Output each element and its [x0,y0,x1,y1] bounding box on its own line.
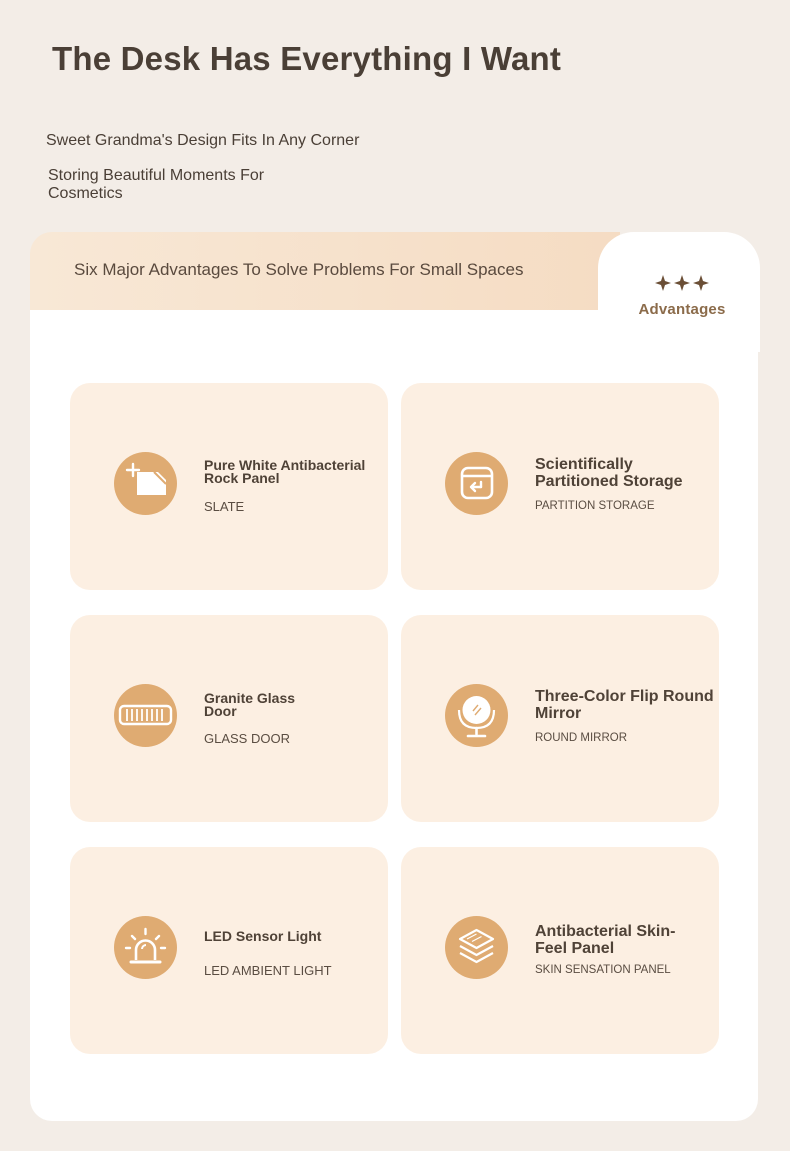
subtitle-storage: Storing Beautiful Moments For Cosmetics [48,167,265,202]
feature-card-rock-panel [70,383,388,590]
feature-title: Three-Color Flip Round Mirror [535,688,714,722]
feature-title: Antibacterial Skin-Feel Panel [535,923,676,957]
page-title: The Desk Has Everything I Want [52,40,562,77]
feature-subtitle: PARTITION STORAGE [535,500,655,512]
feature-title: LED Sensor Light [204,928,322,944]
feature-subtitle: SKIN SENSATION PANEL [535,964,671,976]
layers-icon [445,916,508,979]
feature-card-partition-storage [401,383,719,590]
storage-box-icon [445,452,508,515]
feature-subtitle: LED AMBIENT LIGHT [204,963,332,978]
feature-card-glass-door [70,615,388,822]
feature-title: Granite Glass Door [204,690,296,719]
feature-title: Pure White Antibacterial Rock Panel [204,457,366,486]
round-mirror-icon [445,684,508,747]
feature-card-skin-panel [401,847,719,1054]
panel-corner-icon [114,452,177,515]
feature-subtitle: GLASS DOOR [204,731,290,746]
feature-subtitle: ROUND MIRROR [535,732,627,744]
feature-card-round-mirror [401,615,719,822]
subtitle-design: Sweet Grandma's Design Fits In Any Corner [46,132,360,149]
sparkle-stars-icon [652,272,712,294]
glass-door-icon [114,684,177,747]
feature-title: Scientifically Partitioned Storage [535,456,683,490]
feature-subtitle: SLATE [204,499,245,514]
sensor-light-icon [114,916,177,979]
banner-text: Six Major Advantages To Solve Problems For Small Spaces [74,260,524,279]
advantages-label: Advantages [638,301,726,318]
feature-card-led-light [70,847,388,1054]
